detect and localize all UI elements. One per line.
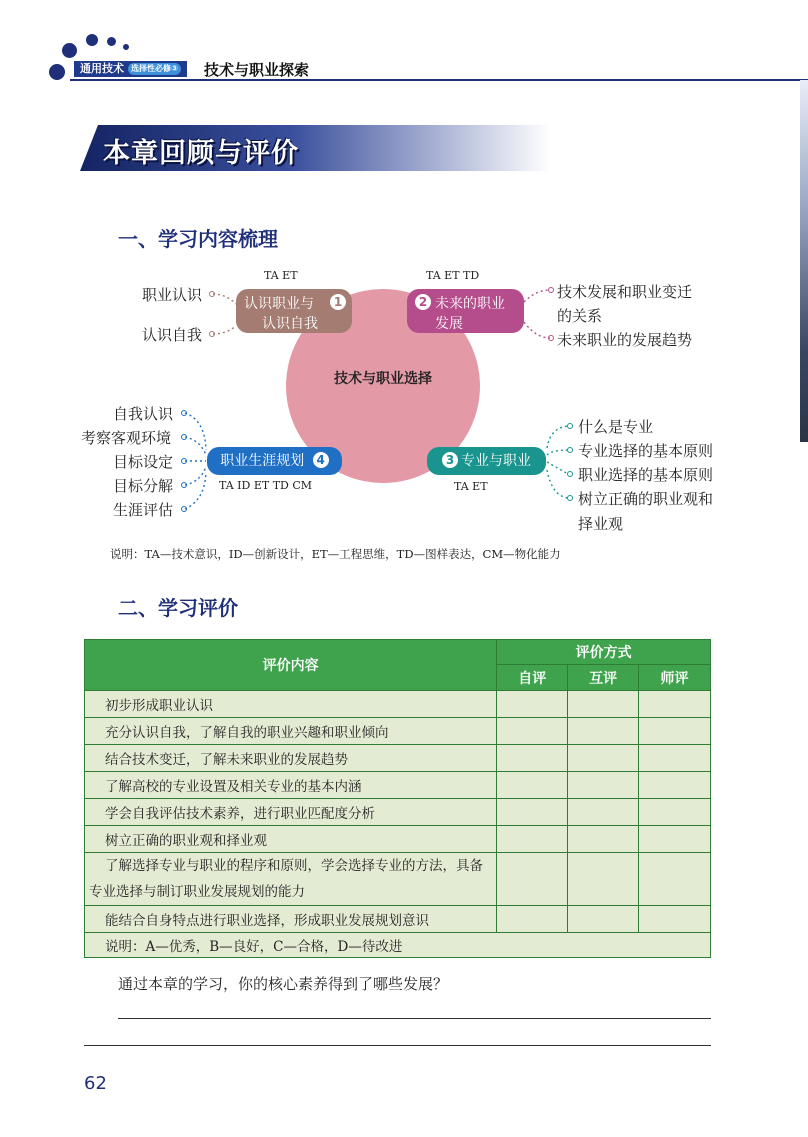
self-eval-cell[interactable] bbox=[497, 772, 568, 799]
teacher-eval-cell[interactable] bbox=[639, 745, 711, 772]
node4-label: 职业生涯规划 bbox=[220, 453, 305, 469]
page-number: 62 bbox=[84, 1073, 107, 1094]
series-label: 通用技术 bbox=[80, 62, 124, 75]
table-row bbox=[85, 799, 711, 826]
row-content: 学会自我评估技术素养，进行职业匹配度分析 bbox=[85, 799, 497, 826]
node1-label-2: 认识自我 bbox=[262, 316, 318, 332]
teacher-eval-cell[interactable] bbox=[639, 853, 711, 906]
node1-label-1: 认识职业与 bbox=[244, 296, 314, 312]
row-content: 初步形成职业认识 bbox=[85, 691, 497, 718]
node1-tags: TA ET bbox=[264, 269, 298, 282]
node2-label-1: 未来的职业 bbox=[435, 296, 505, 312]
node2-tags: TA ET TD bbox=[426, 269, 480, 282]
section-heading-content-review: 一、学习内容梳理 bbox=[118, 227, 278, 251]
self-eval-cell[interactable] bbox=[497, 799, 568, 826]
footer-rule bbox=[84, 1045, 711, 1046]
connector-n2-a bbox=[524, 290, 550, 302]
row-content: 了解选择专业与职业的程序和原则，学会选择专业的方法，具备专业选择与制订职业发展规划的能力 bbox=[85, 853, 497, 906]
connector-n1-b bbox=[213, 326, 236, 334]
node3-pill bbox=[427, 447, 546, 475]
node3-leaf-5: 择业观 bbox=[578, 515, 624, 533]
peer-eval-cell[interactable] bbox=[568, 853, 639, 906]
node1-pill bbox=[236, 289, 352, 333]
header-content: 评价内容 bbox=[85, 640, 497, 691]
self-eval-cell[interactable] bbox=[497, 853, 568, 906]
row-content: 树立正确的职业观和择业观 bbox=[85, 826, 497, 853]
table-footnote: 说明：A—优秀，B—良好，C—合格，D—待改进 bbox=[85, 933, 711, 958]
connector-n4-a bbox=[185, 413, 206, 450]
table-row bbox=[85, 826, 711, 853]
peer-eval-cell[interactable] bbox=[568, 772, 639, 799]
node3-label: 专业与职业 bbox=[461, 453, 531, 469]
node3-leaf-3: 职业选择的基本原则 bbox=[578, 466, 714, 484]
self-eval-cell[interactable] bbox=[497, 718, 568, 745]
peer-eval-cell[interactable] bbox=[568, 826, 639, 853]
section-heading-evaluation: 二、学习评价 bbox=[118, 596, 238, 620]
row-content: 能结合自身特点进行职业选择，形成职业发展规划意识 bbox=[85, 906, 497, 933]
answer-line[interactable] bbox=[118, 1018, 711, 1019]
series-sub-badge: 选择性必修③ bbox=[128, 63, 181, 75]
header-peer-eval: 互评 bbox=[568, 665, 639, 691]
node4-leaf-4: 目标分解 bbox=[113, 477, 174, 495]
node4-leaf-3: 目标设定 bbox=[113, 453, 174, 471]
peer-eval-cell[interactable] bbox=[568, 718, 639, 745]
node2-leaf-1: 技术发展和职业变迁 bbox=[557, 283, 693, 301]
node4-tags: TA ID ET TD CM bbox=[219, 479, 313, 492]
book-title: 技术与职业探索 bbox=[204, 61, 310, 79]
node4-leaf-2: 考察客观环境 bbox=[81, 429, 172, 447]
self-eval-cell[interactable] bbox=[497, 826, 568, 853]
peer-eval-cell[interactable] bbox=[568, 745, 639, 772]
evaluation-table bbox=[84, 639, 711, 958]
row-content: 充分认识自我，了解自我的职业兴趣和职业倾向 bbox=[85, 718, 497, 745]
mindmap-note: 说明：TA—技术意识，ID—创新设计，ET—工程思维，TD—图样表达，CM—物化能力 bbox=[110, 547, 561, 561]
node1-leaf-1: 职业认识 bbox=[142, 286, 203, 304]
chapter-title: 本章回顾与评价 bbox=[103, 138, 299, 169]
row-content: 结合技术变迁，了解未来职业的发展趋势 bbox=[85, 745, 497, 772]
header-teacher-eval: 师评 bbox=[639, 665, 711, 691]
node3-leaf-1: 什么是专业 bbox=[578, 418, 654, 436]
node4-number: 4 bbox=[313, 452, 329, 468]
table-row bbox=[85, 906, 711, 933]
node2-pill bbox=[407, 289, 524, 333]
teacher-eval-cell[interactable] bbox=[639, 826, 711, 853]
self-eval-cell[interactable] bbox=[497, 691, 568, 718]
node1-number: 1 bbox=[330, 294, 346, 310]
reflection-question: 通过本章的学习，你的核心素养得到了哪些发展？ bbox=[118, 975, 449, 993]
table-row bbox=[85, 853, 711, 906]
row-content: 了解高校的专业设置及相关专业的基本内涵 bbox=[85, 772, 497, 799]
table-row bbox=[85, 718, 711, 745]
node2-leaf-3: 未来职业的发展趋势 bbox=[557, 331, 693, 349]
node1-leaf-2: 认识自我 bbox=[142, 326, 203, 344]
teacher-eval-cell[interactable] bbox=[639, 691, 711, 718]
peer-eval-cell[interactable] bbox=[568, 799, 639, 826]
node3-leaf-4: 树立正确的职业观和 bbox=[578, 490, 714, 508]
table-row bbox=[85, 772, 711, 799]
table-footnote-row bbox=[85, 933, 711, 958]
peer-eval-cell[interactable] bbox=[568, 691, 639, 718]
header-self-eval: 自评 bbox=[497, 665, 568, 691]
node2-number: 2 bbox=[415, 294, 431, 310]
node4-leaf-1: 自我认识 bbox=[113, 405, 174, 423]
teacher-eval-cell[interactable] bbox=[639, 906, 711, 933]
teacher-eval-cell[interactable] bbox=[639, 799, 711, 826]
node3-tags: TA ET bbox=[454, 480, 488, 493]
node4-pill bbox=[207, 447, 342, 475]
node2-label-2: 发展 bbox=[435, 316, 463, 332]
node2-leaf-2: 的关系 bbox=[557, 307, 603, 325]
mindmap-center-label: 技术与职业选择 bbox=[334, 371, 432, 387]
self-eval-cell[interactable] bbox=[497, 745, 568, 772]
node3-number: 3 bbox=[442, 452, 458, 468]
table-row bbox=[85, 691, 711, 718]
teacher-eval-cell[interactable] bbox=[639, 718, 711, 745]
node3-leaf-2: 专业选择的基本原则 bbox=[578, 442, 714, 460]
teacher-eval-cell[interactable] bbox=[639, 772, 711, 799]
header-method: 评价方式 bbox=[497, 640, 711, 665]
table-row bbox=[85, 745, 711, 772]
self-eval-cell[interactable] bbox=[497, 906, 568, 933]
node4-leaf-5: 生涯评估 bbox=[113, 501, 174, 519]
connector-n2-b bbox=[524, 322, 550, 338]
peer-eval-cell[interactable] bbox=[568, 906, 639, 933]
connector-n1-a bbox=[213, 294, 236, 304]
